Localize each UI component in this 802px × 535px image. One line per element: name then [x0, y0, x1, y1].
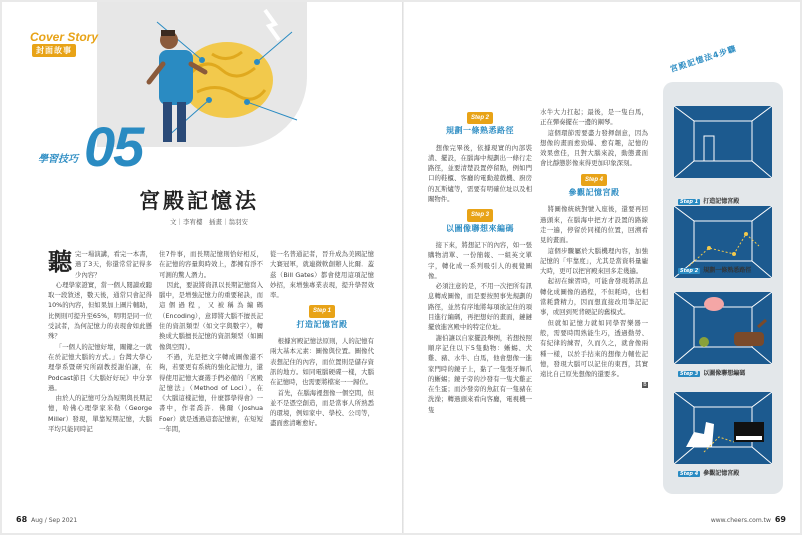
page-number-right: 69: [774, 515, 786, 524]
room-diagram-4: [674, 392, 772, 464]
room-diagram-3: [674, 292, 772, 364]
caption-badge: Step 2: [680, 268, 699, 274]
text-column-5: [540, 107, 648, 390]
step-badge: Step 4: [581, 174, 607, 186]
paragraph: 將圖像統統對號入座後，還要再回過頭來，在腦海中把方才設置的路線走一遍，停留於同樣的位置，回溯看見的畫面。: [540, 205, 648, 245]
step-badge: Step 2: [467, 112, 493, 124]
paragraph: 從一名普通記者，晉升成為美國記憶大賽冠軍，就連微軟創辦人比爾．蓋茲（Bill Gates）都會使用這項記憶妙招，來增強專業表現，提升學習效率。: [270, 250, 374, 300]
step-caption-1: [678, 196, 739, 205]
text-column-2: [159, 249, 263, 434]
paragraph: 起初在練習時，可能會發現將訊息轉化成圖像的過程，不但耗時，也相當耗費精力，因而想直接改用筆記記事，或回到死背硬記的舊模式。: [540, 277, 648, 317]
paragraph: 必須注意的是，不用一次把所有訊息轉成圖像，而是要按照事先規劃的路徑，並然有序地將每項欲記住的項目進行編碼，再把想好的畫面，鏈鏈擺放進宮殿中的特定位址。: [428, 282, 532, 332]
step-title: 規劃一條熟悉路徑: [446, 126, 514, 136]
step-1-heading: [270, 305, 374, 330]
end-mark-icon: B: [643, 382, 647, 389]
footer-right: [711, 515, 786, 524]
paragraph: 這個環節需要盡力發揮創意，因為想像的畫面愈勁爆、愈有趣，記憶的效果愈佳，且對大腦來說，動態畫面會比靜態影像來得更加印象深刻。: [540, 128, 648, 168]
step-title: 參觀記憶宮殿: [568, 188, 620, 198]
step-4-heading: [540, 174, 648, 199]
paragraph: 不過，光是把文字轉成圖像還不夠，若要更有系統的強化記憶力，還得使用記憶大賽選手們必備的「宮殿記憶法」（Method of Loci）。在《大腦這樣記憶，什麼都學得會》一書中，作者喬許．佛爾（Joshua Foer）就是透過這套記憶術，在短短一年間，: [159, 352, 263, 434]
drop-cap: 聽: [48, 247, 72, 276]
paragraph: 但就如記憶力就如同學習樂器一般，需要時間熟能生巧，透過勤勞、有紀律的練習，久而久之，就會像兩種一樣，以於手拈來的想像力輔佐記憶，發現大腦可以記住的東西，其實遠比自己原先想像的還要多。: [540, 318, 648, 379]
sidebar-title: 宮殿記憶法4步驟: [668, 43, 738, 75]
article-title: 宮殿記憶法: [139, 188, 259, 213]
paragraph: 完一場演講，看完一本書，過了3天，你還常常記得多少內容？: [75, 250, 152, 279]
website: www.cheers.com.tw: [710, 517, 771, 524]
paragraph: 水牛大力扛起；最後，是一隻白馬，正在彈奏擺在一邊的鋼琴。: [540, 108, 648, 127]
issue-date: Aug / Sep 2021: [31, 517, 78, 524]
paragraph: 「一個人的記憶好壞，關鍵之一就在於記憶大腦的方式。」台灣大學心理學系暨研究所副教授謝伯讓，在Podcast節目《大腦好好玩》中分享過。: [48, 342, 152, 392]
text-column-4: [428, 107, 532, 415]
paragraph: 由於人的記憶可分為短期與長期記憶，哈佛心理學家米勒（George Miller）發現，單靠短期記憶，大腦平均只能同時記: [48, 394, 152, 434]
paragraph: 謝伯讓以自家擺設舉例，若想按照順序記住以下5隻動物：蜥蜴、犬雞、豬、水牛、白馬，他會想像一進家門時的鏡子上，黏了一隻張牙舞爪的蜥蜴；鏡子旁的沙發有一隻犬雞正在生蛋；而沙發旁的魚缸有一隻豬在洗澡；轉過頭來看向客廳，電視機一隻: [428, 333, 532, 414]
paragraph: 根據宮殿記憶法原則，人的記憶有兩大基本元素：圖像與位置。圖像代表想記住的內容，而位置則是儲存資訊的地方。如同電腦硬碟一樣，大腦在記憶時，也需要將檔案一一歸位。: [270, 337, 374, 387]
step-2-heading: [428, 112, 532, 137]
step-title: 打造記憶宮殿: [296, 319, 348, 329]
text-column-3: [270, 249, 374, 429]
step-badge: Step 3: [467, 209, 493, 221]
room-diagram-1: [674, 106, 772, 178]
step-caption-4: [678, 468, 739, 477]
caption-label: 以圖像聯想編碼: [703, 370, 746, 377]
paragraph: 這個步驟屬於大腦機理內容，加強記憶的「牢靠度」，尤其是當資料量龐大時，更可以把宮殿來回多走幾遍。: [540, 246, 648, 276]
step-caption-3: [678, 368, 745, 377]
caption-badge: Step 1: [680, 199, 699, 205]
page-number-left: 68: [16, 515, 28, 524]
footer-left: [16, 515, 77, 524]
paragraph: 想像完畢後，依據現實的內部裝潢、擺設，在腦海中規劃出一條行走路徑，並要清楚設置停留點，例如門口的鞋櫃、客廳的電動遊戲機、廚房的瓦斯爐等，需要有明確位址以及相關物件。: [428, 143, 532, 204]
caption-label: 參觀記憶宮殿: [703, 470, 740, 477]
article-credits: 文｜李宥樓 插畫｜翁羽安: [170, 218, 248, 226]
paragraph: 住7件事，而長期記憶則恰好相反，在記憶的容量與時效上，都擁有淨不可測的驚人潛力。: [159, 250, 263, 279]
page-fold: [402, 2, 404, 533]
section-label: 學習技巧: [38, 154, 78, 165]
step-title: 以圖像聯想來編碼: [446, 223, 514, 233]
cover-story-label: Cover Story: [30, 30, 99, 44]
paragraph: 首先，在腦海裡想像一個空間，但並不是憑空創造，而是當事人所熟悉的環境，例如家中、學校、公司等，盡面愈清晰愈好。: [270, 388, 374, 428]
paragraph: 接下來，將想記下的內容，如一張購物清單、一份簡報、一組英文單字，轉化成一系列吸引人的視覺圖像。: [428, 240, 532, 280]
caption-label: 規劃一條熟悉路徑: [703, 267, 752, 274]
paragraph: 因此，要說將資訊以長期記憶寫入腦中，是增強記憶力的重要秘訣，而這個過程，又被稱為編碼（Encoding），意即將大腦不擅長記住的資訊類型（如文字與數字），轉換成大腦擅長記憶的資訊類型（如圖像與空間）。: [159, 280, 263, 351]
section-number: 05: [84, 115, 143, 178]
text-column-1: [48, 249, 152, 434]
caption-badge: Step 4: [680, 471, 699, 477]
caption-label: 打造記憶宮殿: [703, 198, 740, 205]
cover-story-zh-label: 封面故事: [32, 44, 76, 57]
step-caption-2: [678, 265, 751, 274]
step-badge: Step 1: [309, 305, 335, 317]
caption-badge: Step 3: [680, 371, 699, 377]
step-3-heading: [428, 209, 532, 234]
paragraph: 心理學家證實，當一個人閱讀或聽取一段敘述，數天後，通常只會記得10%的內容，但如果加上圖片輔助，比例則可提升至65%，明明是同一位受試者，為何記憶力的表現會如此懸殊？: [48, 280, 152, 341]
magazine-spread: [2, 2, 800, 533]
